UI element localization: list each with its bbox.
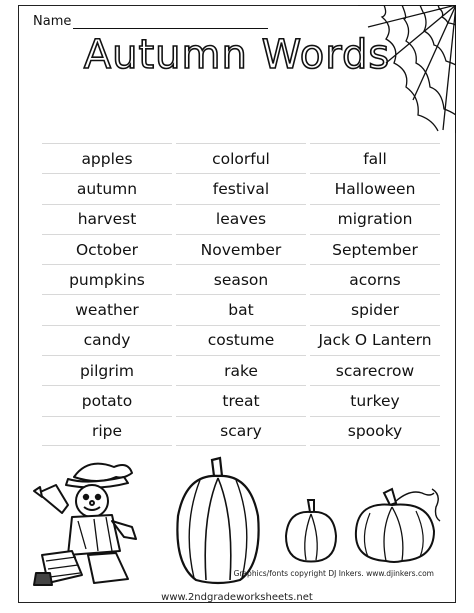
- word-cell: spider: [310, 294, 440, 324]
- word-cell: November: [176, 234, 306, 264]
- word-cell: leaves: [176, 204, 306, 234]
- word-cell: colorful: [176, 143, 306, 173]
- word-cell: harvest: [42, 204, 172, 234]
- word-cell: autumn: [42, 173, 172, 203]
- word-cell: turkey: [310, 385, 440, 415]
- word-cell: candy: [42, 325, 172, 355]
- word-cell: rake: [176, 355, 306, 385]
- name-blank-line: [73, 15, 268, 29]
- word-cell: spooky: [310, 416, 440, 446]
- word-cell: pumpkins: [42, 264, 172, 294]
- word-cell: fall: [310, 143, 440, 173]
- word-cell: costume: [176, 325, 306, 355]
- small-pumpkin-illustration: [282, 498, 340, 564]
- word-cell: weather: [42, 294, 172, 324]
- footer-url[interactable]: www.2ndgradeworksheets.net: [161, 592, 313, 603]
- word-cell: October: [42, 234, 172, 264]
- word-cell: potato: [42, 385, 172, 415]
- word-grid: [42, 143, 440, 446]
- word-cell: Jack O Lantern: [310, 325, 440, 355]
- tall-pumpkin-illustration: [170, 456, 266, 586]
- spiderweb-icon: [358, 5, 456, 133]
- word-cell: apples: [42, 143, 172, 173]
- round-pumpkin-illustration: [350, 487, 444, 565]
- name-label: Name: [33, 14, 72, 29]
- page-title: Autumn Words: [83, 32, 391, 78]
- word-cell: scary: [176, 416, 306, 446]
- word-cell: festival: [176, 173, 306, 203]
- word-cell: acorns: [310, 264, 440, 294]
- copyright-credit: Graphics/fonts copyright DJ Inkers. www.djinkers.com: [233, 569, 434, 578]
- word-cell: migration: [310, 204, 440, 234]
- name-field: [33, 9, 283, 29]
- word-cell: Halloween: [310, 173, 440, 203]
- word-cell: treat: [176, 385, 306, 415]
- word-cell: bat: [176, 294, 306, 324]
- word-cell: scarecrow: [310, 355, 440, 385]
- word-cell: ripe: [42, 416, 172, 446]
- scarecrow-illustration: [28, 455, 148, 587]
- word-cell: September: [310, 234, 440, 264]
- word-cell: season: [176, 264, 306, 294]
- word-cell: pilgrim: [42, 355, 172, 385]
